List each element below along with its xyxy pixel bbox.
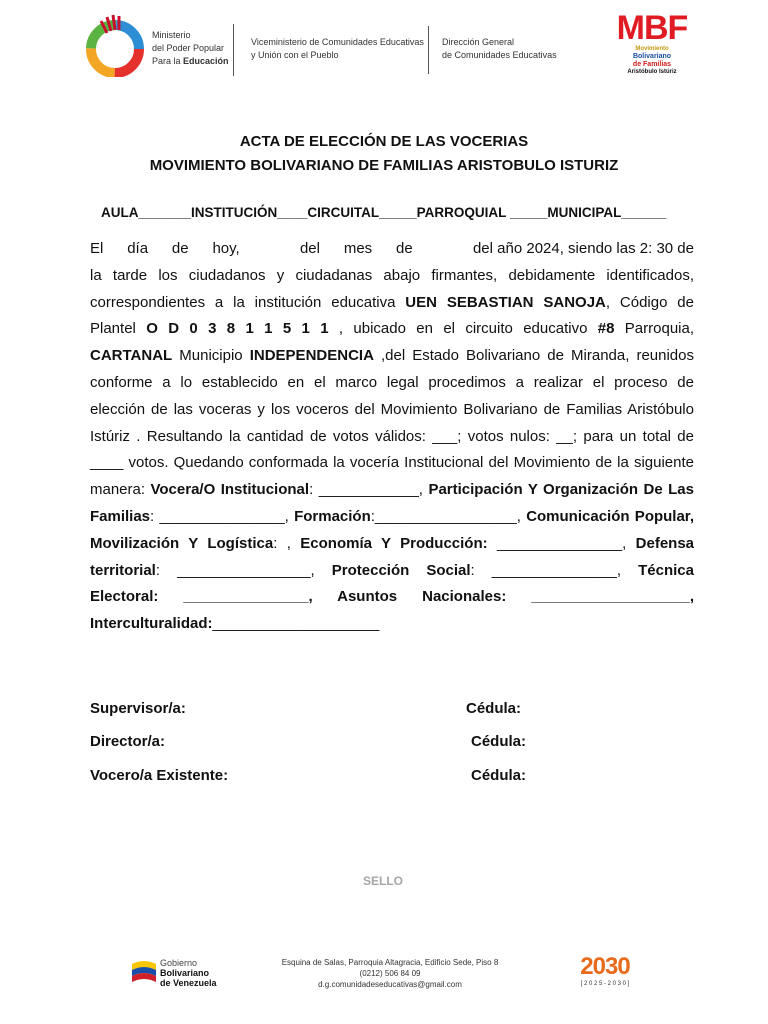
gobierno-bolivariano [160, 958, 217, 988]
paragraph-word [264, 236, 277, 263]
body-paragraph [90, 236, 694, 638]
vocero-label: Vocero/a Existente: [90, 767, 229, 784]
direction-line-1: Dirección General [442, 37, 515, 47]
paragraph-line: correspondientes a la institución educativa UEN SEBASTIAN SANOJA, Código de [90, 293, 694, 311]
header-divider [428, 26, 429, 74]
paragraph-line: manera: Vocera/O Institucional: ____________, Participación Y Organización De Las [90, 481, 694, 499]
logo-2030-sub: [ 2 0 2 5 - 2 0 3 0 ] [580, 981, 630, 987]
address-block [270, 957, 510, 990]
mbf-logo-text: MBF [616, 9, 688, 47]
email-line: d.g.comunidadeseducativas@gmail.com [318, 980, 462, 989]
document-subtitle: MOVIMIENTO BOLIVARIANO DE FAMILIAS ARISTOBULO ISTURIZ [149, 157, 619, 174]
ministry-logo-icon [83, 13, 147, 77]
mbf-line-3: de Familias [632, 61, 672, 68]
mbf-line-1: Movimiento [635, 46, 669, 52]
paragraph-word: de [171, 240, 189, 257]
header-divider [233, 24, 234, 76]
paragraph-word: día [127, 240, 149, 257]
supervisor-label: Supervisor/a: [90, 700, 186, 717]
ministry-name [152, 29, 229, 68]
mbf-line-4: Aristóbulo Istúriz [627, 69, 677, 75]
director-label: Director/a: [90, 733, 166, 750]
vice-ministry [251, 36, 424, 62]
paragraph-word [437, 236, 450, 263]
paragraph-word: del año 2024, siendo las 2: 30 de [472, 240, 694, 257]
gob-line-3: de Venezuela [160, 978, 217, 988]
logo-2030 [572, 954, 638, 988]
cedula-label: Cédula: [471, 767, 527, 784]
paragraph-line: Istúriz . Resultando la cantidad de votos válidos: ___; votos nulos: __; para un total de [90, 427, 694, 445]
ministry-line-1: Ministerio [152, 30, 191, 40]
paragraph-line: conforme a lo establecido en el marco legal procedimos a realizar el proceso de [90, 373, 694, 391]
general-direction [442, 36, 557, 62]
vice-line-1: Viceministerio de Comunidades Educativas [251, 37, 424, 47]
paragraph-line: Movilización Y Logística: , Economía Y Producción: _______________, Defensa [90, 534, 695, 552]
mbf-logo [612, 10, 692, 76]
document-title: ACTA DE ELECCIÓN DE LAS VOCERIAS [239, 133, 529, 150]
logo-2030-main: 2030 [580, 953, 630, 980]
stamp-label: SELLO [363, 874, 404, 888]
cedula-label: Cédula: [471, 733, 527, 750]
venezuela-flag-icon [130, 958, 158, 988]
options-line: AULA_______INSTITUCIÓN____CIRCUITAL_____PARROQUIAL _____MUNICIPAL______ [101, 205, 667, 220]
paragraph-line: Interculturalidad:____________________ [90, 615, 380, 633]
ministry-line-3: Para la Educación [152, 56, 229, 66]
paragraph-line [90, 236, 694, 263]
direction-line-2: de Comunidades Educativas [442, 50, 557, 60]
paragraph-line: elección de las voceras y los voceros del Movimiento Bolivariano de Familias Aristóbulo [90, 400, 694, 418]
vice-line-2: y Unión con el Pueblo [251, 50, 339, 60]
address-line: Esquina de Salas, Parroquia Altagracia, Edificio Sede, Piso 8 [281, 958, 499, 967]
mbf-line-2: Bolivariano [632, 53, 672, 60]
gob-line-2: Bolivariano [160, 968, 210, 978]
paragraph-line: Plantel O D 0 3 8 1 1 5 1 1 , ubicado en el circuito educativo #8 Parroquia, [90, 320, 695, 338]
paragraph-line: territorial: ________________, Protección Social: _______________, Técnica [90, 561, 694, 579]
phone-line: (0212) 506 84 09 [359, 969, 421, 978]
paragraph-line: Electoral: _______________, Asuntos Nacionales: ___________________, [90, 588, 694, 606]
paragraph-line: CARTANAL Municipio INDEPENDENCIA ,del Estado Bolivariano de Miranda, reunidos [90, 347, 694, 365]
paragraph-line: Familias: _______________, Formación:_________________, Comunicación Popular, [90, 507, 694, 525]
paragraph-word: El [90, 240, 104, 257]
paragraph-word: hoy, [212, 240, 240, 257]
ministry-line-2: del Poder Popular [152, 43, 225, 53]
paragraph-word: mes [343, 240, 373, 257]
paragraph-line: ____ votos. Quedando conformada la vocería Institucional del Movimiento de la siguiente [90, 454, 694, 472]
gob-line-1: Gobierno [160, 958, 198, 968]
paragraph-word: del [299, 240, 320, 257]
cedula-label: Cédula: [466, 700, 522, 717]
paragraph-word: de [396, 240, 413, 257]
paragraph-line: la tarde los ciudadanos y ciudadanas abajo firmantes, debidamente identificados, [90, 266, 694, 284]
